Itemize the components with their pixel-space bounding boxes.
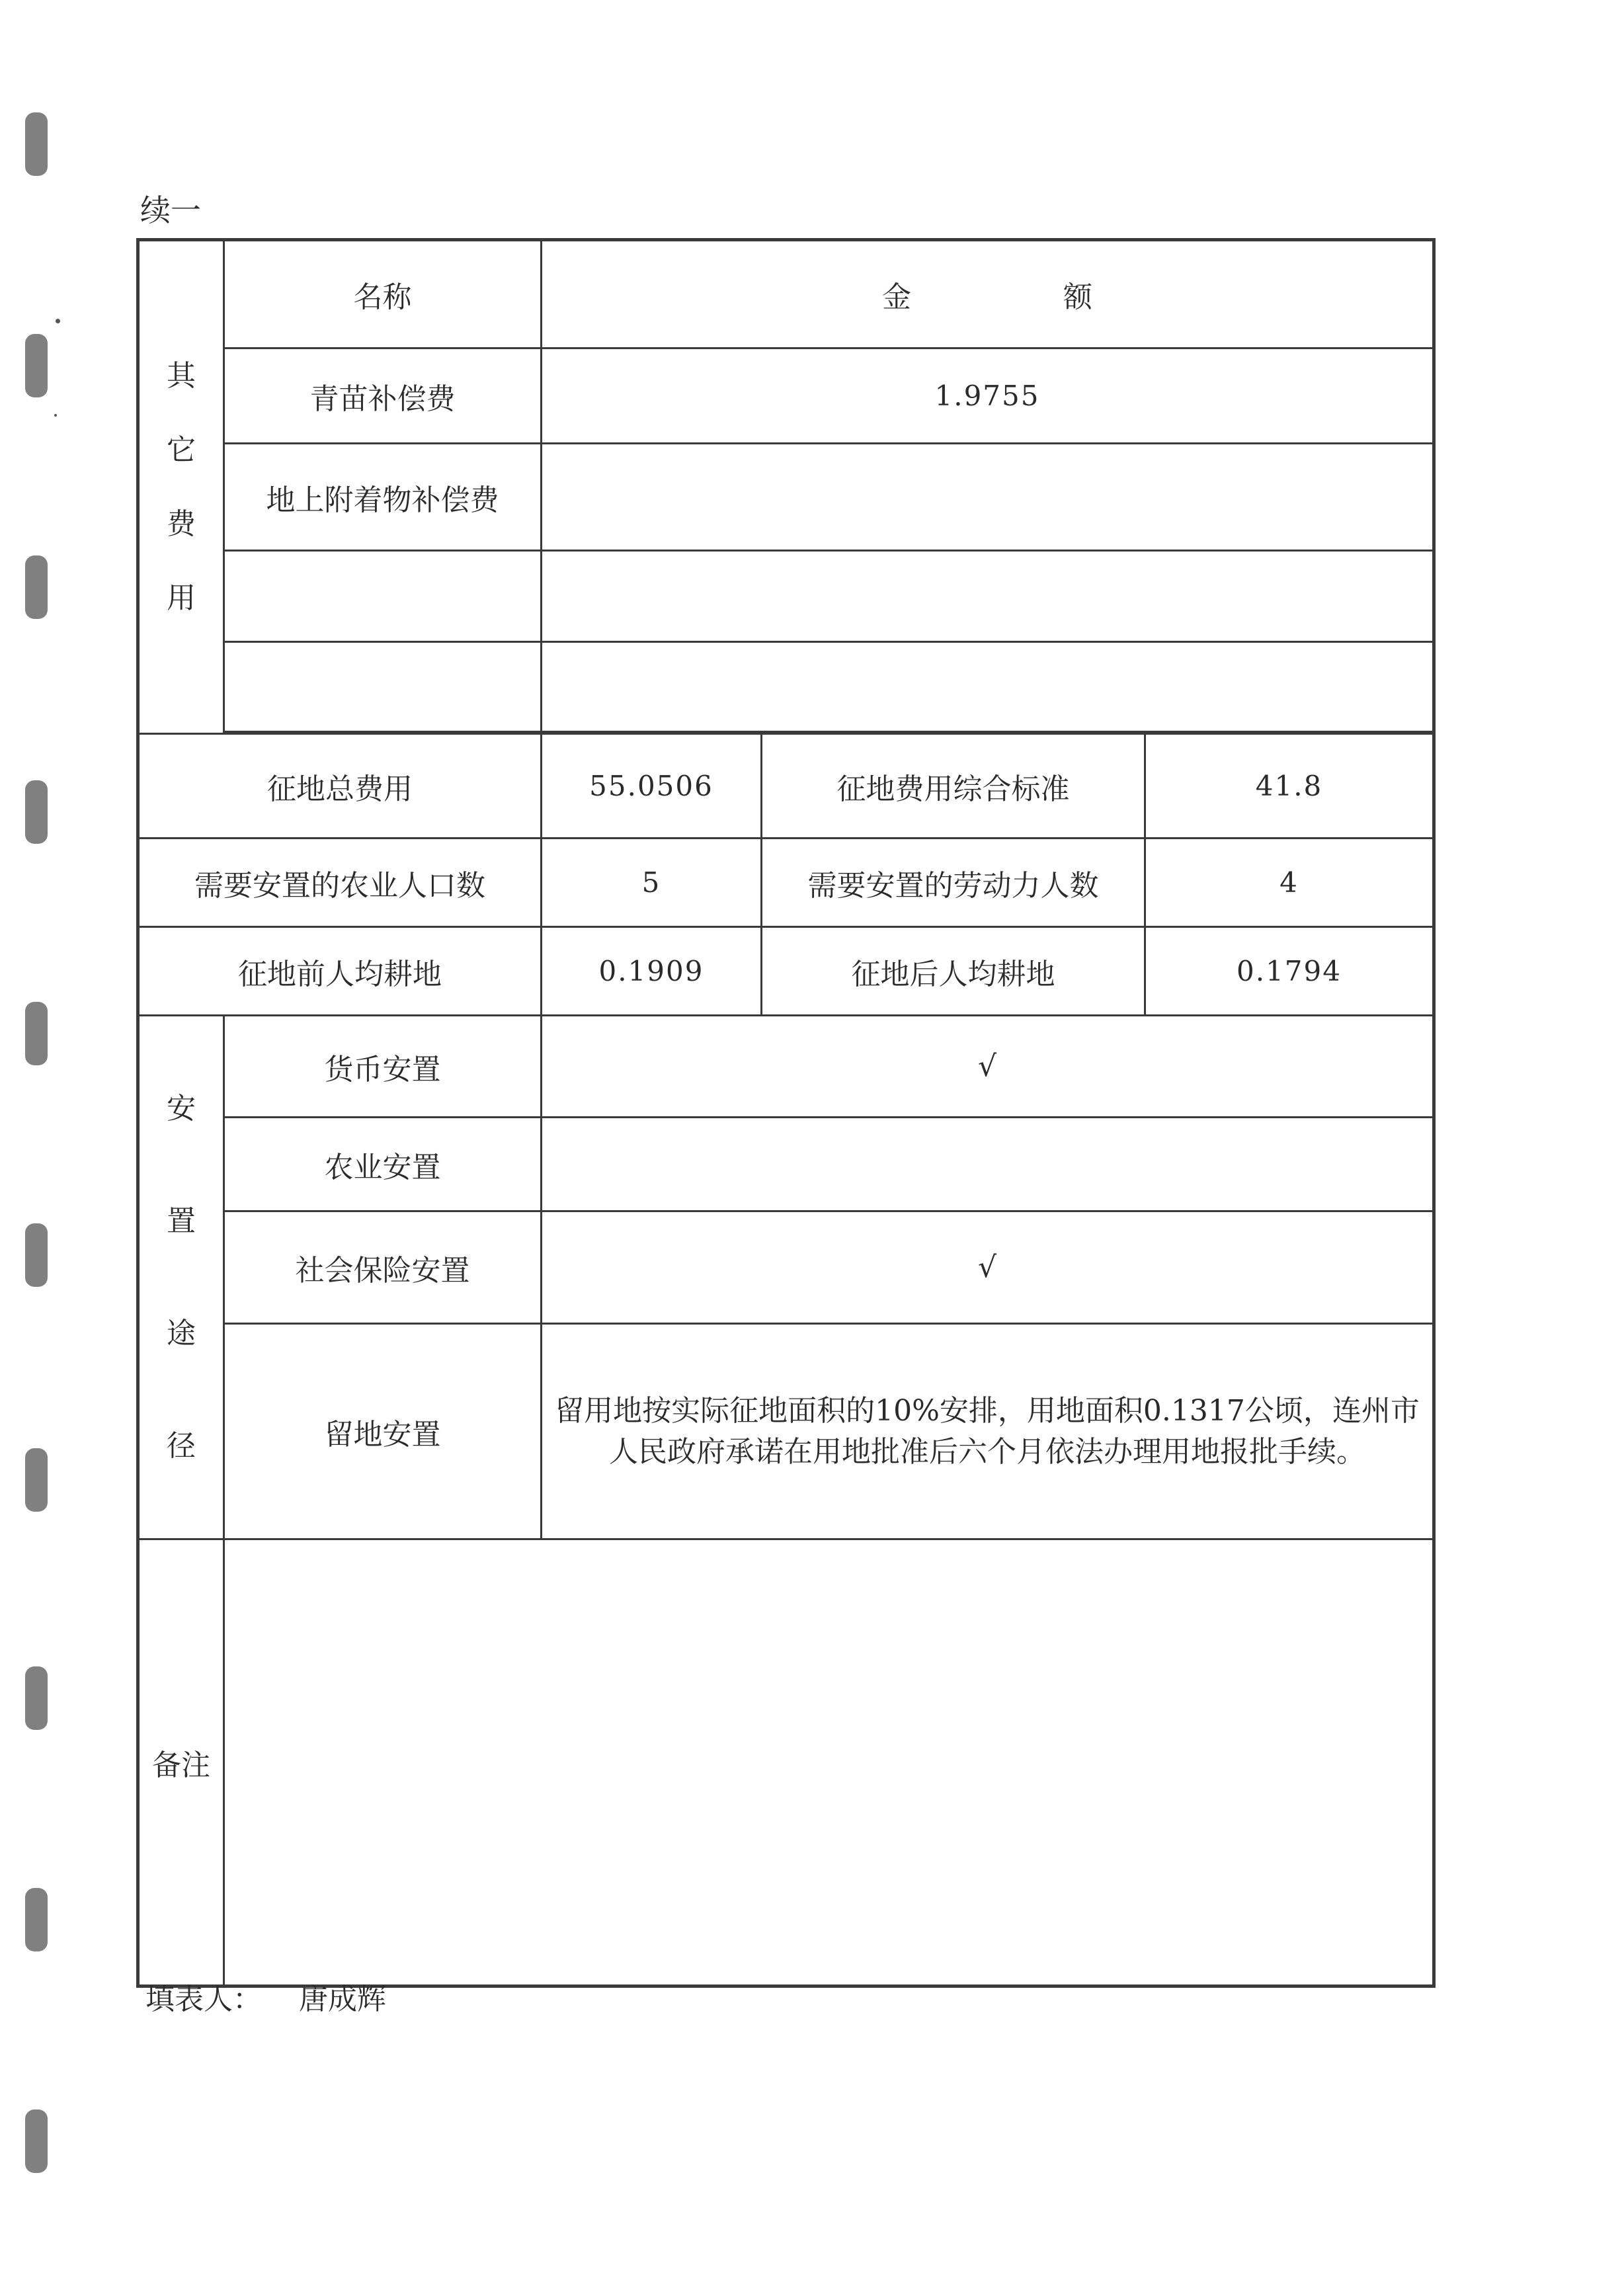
binder-hole (25, 334, 48, 397)
resettlement-check: √ (542, 1016, 1434, 1118)
total-cost-label: 征地总费用 (138, 734, 542, 839)
continuation-label: 续一 (140, 192, 201, 228)
land-after-value: 0.1794 (1145, 927, 1434, 1016)
resettlement-row (138, 1016, 1434, 1118)
other-costs-row (138, 642, 1434, 732)
binder-hole (25, 1666, 48, 1730)
other-costs-row (138, 551, 1434, 642)
other-costs-group-label: 其它费用 (138, 240, 224, 734)
summary-row-farmland (138, 927, 1434, 1016)
agri-pop-label: 需要安置的农业人口数 (138, 839, 542, 927)
summary-row-cost (138, 734, 1434, 839)
resettlement-detail (542, 1324, 1434, 1539)
agri-pop-value: 5 (542, 839, 762, 927)
filler-label: 填表人： (145, 1983, 262, 2016)
resettlement-name: 货币安置 (224, 1016, 542, 1118)
binder-hole (25, 2109, 48, 2173)
other-costs-header-row (138, 240, 1434, 348)
row-name (224, 642, 542, 732)
row-name: 地上附着物补偿费 (224, 444, 542, 551)
remarks-value (224, 1539, 1434, 1986)
resettlement-name: 社会保险安置 (224, 1211, 542, 1324)
scan-speck (56, 319, 60, 323)
other-costs-row (138, 348, 1434, 444)
row-amount (542, 642, 1434, 732)
binder-hole (25, 1888, 48, 1951)
binder-hole (25, 555, 48, 619)
labor-value: 4 (1145, 839, 1434, 927)
resettlement-row (138, 1211, 1434, 1324)
form-filler (145, 1980, 386, 2020)
binder-hole (25, 1223, 48, 1287)
land-acquisition-table (136, 238, 1436, 1988)
col-name-header: 名称 (224, 240, 542, 348)
row-amount: 1.9755 (542, 348, 1434, 444)
land-after-label: 征地后人均耕地 (762, 927, 1145, 1016)
standard-value: 41.8 (1145, 734, 1434, 839)
binder-hole (25, 780, 48, 844)
land-before-value: 0.1909 (542, 927, 762, 1016)
resettlement-name: 农业安置 (224, 1118, 542, 1211)
binder-hole (25, 1002, 48, 1065)
resettlement-group-label: 安 置 途 径 (138, 1016, 224, 1539)
total-cost-value: 55.0506 (542, 734, 762, 839)
resettlement-name: 留地安置 (224, 1324, 542, 1539)
land-before-label: 征地前人均耕地 (138, 927, 542, 1016)
col-amount-header: 金 额 (542, 240, 1434, 348)
labor-label: 需要安置的劳动力人数 (762, 839, 1145, 927)
remarks-label: 备注 (138, 1539, 224, 1986)
resettlement-check: √ (542, 1211, 1434, 1324)
resettlement-check (542, 1118, 1434, 1211)
binder-hole (25, 112, 48, 176)
other-costs-row (138, 444, 1434, 551)
remarks-row (138, 1539, 1434, 1986)
land-retention-note: 留用地按实际征地面积的10%安排，用地面积0.1317公顷，连州市人民政府承诺在用地批准后六个月依法办理用地报批手续。 (555, 1393, 1420, 1469)
binder-hole (25, 1448, 48, 1512)
summary-row-population (138, 839, 1434, 927)
row-name (224, 551, 542, 642)
row-amount (542, 551, 1434, 642)
resettlement-row (138, 1118, 1434, 1211)
row-amount (542, 444, 1434, 551)
row-name: 青苗补偿费 (224, 348, 542, 444)
resettlement-row (138, 1324, 1434, 1539)
scan-speck (54, 414, 57, 417)
standard-label: 征地费用综合标准 (762, 734, 1145, 839)
filler-name: 唐成辉 (299, 1983, 386, 2016)
